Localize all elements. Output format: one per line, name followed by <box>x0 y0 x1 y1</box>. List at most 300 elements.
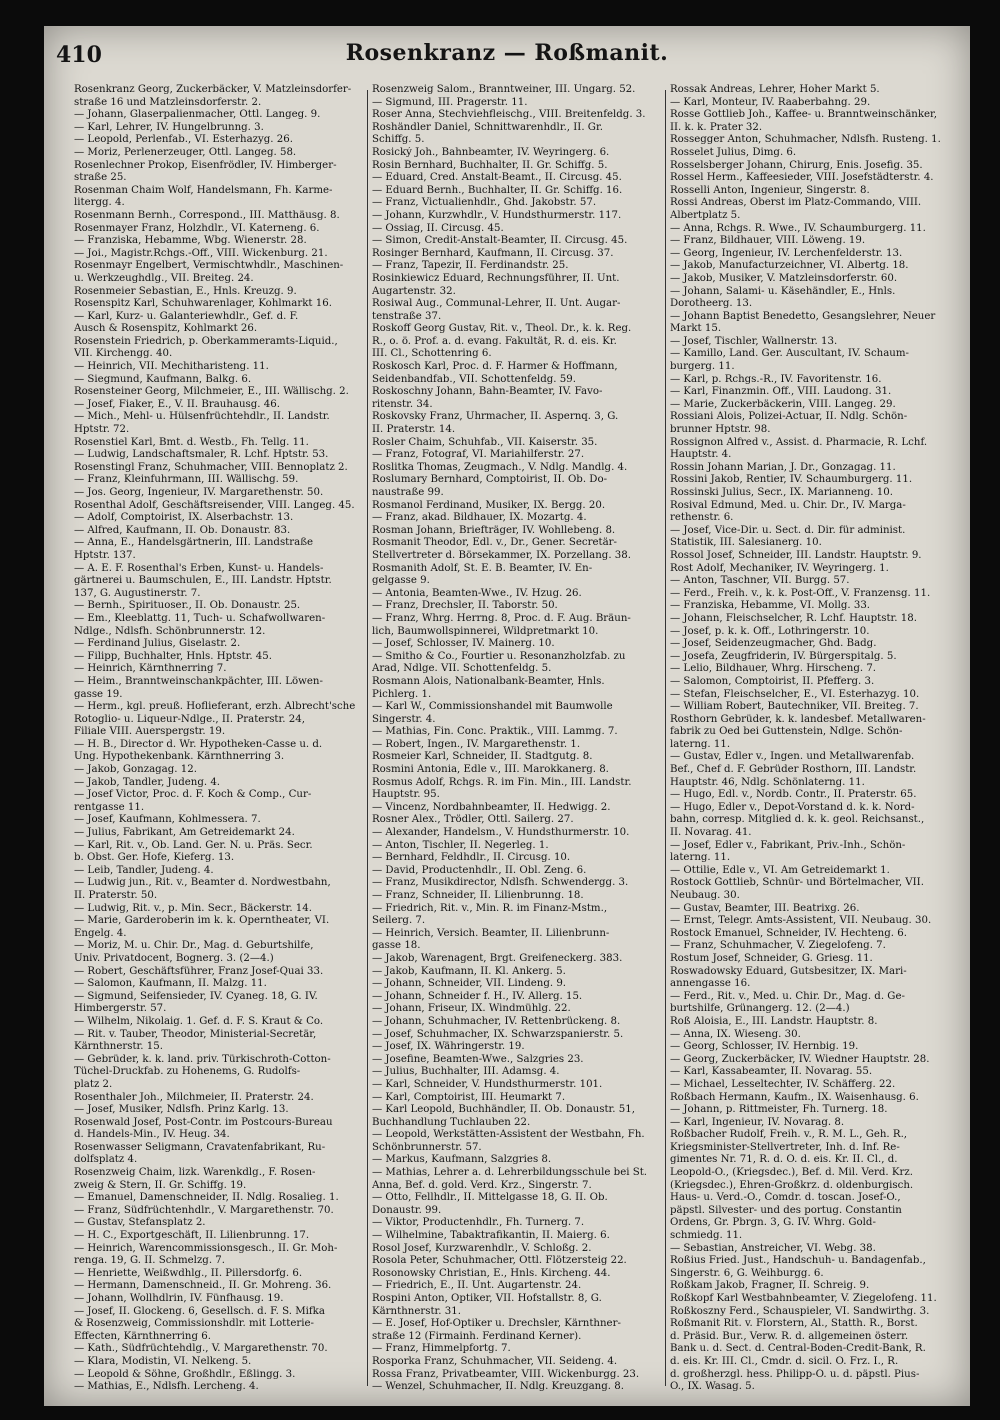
directory-entry-line: Roser Anna, Stechviehfleischg., VIII. Breitenfeldg. 3. <box>372 109 646 121</box>
directory-entry-line: — Karl, Kassabeamter, II. Novarag. 55. <box>670 1066 873 1078</box>
directory-entry-line: — Ludwig, Rit. v., p. Min. Secr., Bäckerstr. 14. <box>74 902 312 914</box>
directory-entry-line: Rosenstiel Karl, Bmt. d. Westb., Fh. Tellg. 11. <box>74 436 309 448</box>
directory-entry-line: burtshilfe, Grünangerg. 12. (2—4.) <box>670 1003 850 1015</box>
directory-entry-line: — Josef, Schlosser, IV. Mainerg. 10. <box>372 638 555 650</box>
running-title: Rosenkranz — Roßmanit. <box>345 40 669 66</box>
directory-entry-line: Rosselet Julius, Dimg. 6. <box>670 146 797 158</box>
directory-entry-line: — H. C., Exportgeschäft, II. Lilienbrunng. 17. <box>74 1230 310 1242</box>
directory-entry-line: — Ferd., Rit. v., Med. u. Chir. Dr., Mag. d. Ge- <box>670 990 905 1002</box>
directory-entry-line: — Johann Baptist Benedetto, Gesangslehrer, Neuer <box>670 310 936 322</box>
directory-entry-line: Anna, Bef. d. gold. Verd. Krz., Singerstr. 7. <box>372 1179 592 1191</box>
directory-entry-line: — Salomon, Comptoirist, II. Pfefferg. 3. <box>670 675 875 687</box>
directory-entry-line: Himbergerstr. 57. <box>74 1003 167 1015</box>
directory-entry-line: — Leopold, Werkstätten-Assistent der Westbahn, Fh. <box>372 1129 645 1141</box>
directory-entry-line: — Josef, Seidenzeugmacher, Ghd. Badg. <box>670 638 877 650</box>
directory-entry-line: — Anton, Taschner, VII. Burgg. 57. <box>670 575 850 587</box>
directory-entry-line: Rosselsberger Johann, Chirurg, Enis. Josefig. 35. <box>670 159 923 171</box>
column-2 <box>372 84 660 1394</box>
directory-entry-line: Roslitka Thomas, Zeugmach., V. Ndlg. Mandlg. 4. <box>372 461 628 473</box>
directory-entry-line: Dorotheerg. 13. <box>670 298 753 310</box>
directory-entry-line: Roß Aloisia, E., III. Landstr. Hauptstr. 8. <box>670 1015 878 1027</box>
directory-entry-line: — Franz, Schneider, II. Lilienbrunng. 18. <box>372 890 584 901</box>
directory-entry-line: Roshändler Daniel, Schnittwarenhdlr., II. Gr. <box>372 121 603 133</box>
directory-entry-line: — Johann, Schneider f. H., IV. Allerg. 15. <box>372 990 583 1002</box>
directory-entry-line: — Lelio, Bildhauer, Whrg. Hirscheng. 7. <box>670 663 877 675</box>
directory-entry-line: Rosthorn Gebrüder, k. k. landesbef. Metallwaren- <box>670 713 926 725</box>
directory-entry-line: Neubaug. 30. <box>670 890 740 901</box>
directory-entry-line: Hptstr. 72. <box>74 424 130 436</box>
directory-entry-line: platz 2. <box>74 1078 113 1090</box>
directory-entry-line: Roswadowsky Eduard, Gutsbesitzer, IX. Mari- <box>670 965 907 977</box>
directory-entry-line: Rossa Franz, Privatbeamter, VIII. Wickenburgg. 23. <box>372 1368 640 1380</box>
directory-entry-line: Hauptstr. 46, Ndlg. Schönlaterng. 11. <box>670 776 865 788</box>
directory-entry-line: Rotoglio- u. Liqueur-Ndlge., II. Praterstr. 24, <box>74 713 305 725</box>
directory-entry-line: — Eduard Bernh., Buchhalter, II. Gr. Schiffg. 16. <box>372 184 623 196</box>
directory-entry-line: — Joi., Magistr.Rchgs.-Off., VIII. Wickenburg. 21. <box>74 247 328 259</box>
directory-entry-line: — Gustav, Stefansplatz 2. <box>74 1217 206 1229</box>
directory-entry-line: Statistik, III. Salesianerg. 10. <box>670 537 822 549</box>
directory-entry-line: III. Cl., Schottenring 6. <box>372 348 492 360</box>
directory-entry-line: Rosler Chaim, Schuhfab., VII. Kaiserstr. 35. <box>372 436 598 448</box>
directory-entry-line: gasse 19. <box>74 688 123 700</box>
directory-entry-line: O., IX. Wasag. 5. <box>670 1381 755 1393</box>
directory-entry-line: — Karl, Ingenieur, IV. Novarag. 8. <box>670 1116 845 1128</box>
directory-entry-line: Rosenstingl Franz, Schuhmacher, VIII. Bennoplatz 2. <box>74 461 348 473</box>
directory-entry-line: u. Werkzeughdlg., VII. Breiteg. 24. <box>74 272 254 284</box>
directory-entry-line: Buchhandlung Tuchlauben 22. <box>372 1116 531 1128</box>
directory-entry-line: — Josef, Kaufmann, Kohlmessera. 7. <box>74 814 261 826</box>
directory-entry-line: — Julius, Fabrikant, Am Getreidemarkt 24. <box>74 827 295 839</box>
directory-entry-line: lich, Baumwollspinnerei, Wildpretmarkt 10. <box>372 625 599 637</box>
directory-entry-line: (Kriegsdec.), Ehren-Großkrz. d. oldenburgisch. <box>670 1179 914 1191</box>
directory-entry-line: — Karl, Rit. v., Ob. Land. Ger. N. u. Präs. Secr. <box>74 839 313 851</box>
directory-entry-line: Seidenbandfab., VII. Schottenfeldg. 59. <box>372 373 576 385</box>
directory-entry-line: — Franz, Kleinfuhrmann, III. Wällischg. 59. <box>74 474 299 486</box>
directory-entry-line: annengasse 16. <box>670 978 751 990</box>
directory-entry-line: litergg. 4. <box>74 197 125 209</box>
directory-entry-line: Arad, Ndlge. VII. Schottenfeldg. 5. <box>372 663 552 675</box>
directory-entry-line: — Otto, Fellhdlr., II. Mittelgasse 18, G. II. Ob. <box>372 1192 608 1204</box>
directory-entry-line: Rosola Peter, Schuhmacher, Ottl. Flötzersteig 22. <box>372 1255 627 1267</box>
directory-entry-line: — Heinrich, Versich. Beamter, II. Lilienbrunn- <box>372 927 610 939</box>
directory-entry-line: Rosonowsky Christian, E., Hnls. Kircheng. 44. <box>372 1267 611 1279</box>
directory-entry-line: Rosinger Bernhard, Kaufmann, II. Circusg. 37. <box>372 247 614 259</box>
directory-entry-line: — Jakob, Kaufmann, II. Kl. Ankerg. 5. <box>372 965 566 977</box>
directory-entry-line: & Rosenzweig, Commissionshdlr. mit Lotterie- <box>74 1318 314 1330</box>
directory-entry-line: — Moriz, M. u. Chir. Dr., Mag. d. Geburtshilfe, <box>74 940 314 952</box>
directory-entry-line: Kärnthnerstr. 31. <box>372 1305 461 1317</box>
directory-entry-line: straße 12 (Firmainh. Ferdinand Kerner). <box>372 1330 582 1342</box>
directory-entry-line: Rostock Gottlieb, Schnür- und Börtelmacher, VII. <box>670 877 924 889</box>
directory-entry-line: — Franz, Drechsler, II. Taborstr. 50. <box>372 600 558 612</box>
directory-entry-line: — Franz, Himmelpfortg. 7. <box>372 1343 511 1355</box>
directory-entry-line: Rosenthaler Joh., Milchmeier, II. Praterstr. 24. <box>74 1091 314 1103</box>
directory-entry-line: Rosmanol Ferdinand, Musiker, IX. Bergg. 20. <box>372 499 606 511</box>
directory-entry-line: — Hugo, Edl. v., Nordb. Contr., II. Praterstr. 65. <box>670 789 917 801</box>
directory-entry-line: — Siegmund, Kaufmann, Balkg. 6. <box>74 373 252 385</box>
directory-entry-line: — Em., Kleeblattg. 11, Tuch- u. Schafwollwaren- <box>74 612 326 624</box>
directory-entry-line: — Bernh., Spirituoser., II. Ob. Donaustr. 25. <box>74 600 301 612</box>
directory-entry-line: rethenstr. 6. <box>670 512 734 524</box>
directory-entry-line: — Heinrich, Kärnthnerring 7. <box>74 663 227 675</box>
directory-entry-line: — Alfred, Kaufmann, II. Ob. Donaustr. 83. <box>74 524 291 536</box>
directory-entry-line: — Sigmund, Seifensieder, IV. Cyaneg. 18, G. IV. <box>74 990 318 1002</box>
directory-entry-line: — Antonia, Beamten-Wwe., IV. Hzug. 26. <box>372 587 582 599</box>
directory-entry-line: Rossinski Julius, Secr., IX. Marianneng. 10. <box>670 487 893 498</box>
column-1 <box>74 84 362 1394</box>
directory-entry-line: Rosmann Alois, Nationalbank-Beamter, Hnls. <box>372 675 605 687</box>
directory-entry-line: Rossi Andreas, Oberst im Platz-Commando, VIII. <box>670 197 922 209</box>
directory-entry-line: — Georg, Ingenieur, IV. Lerchenfelderstr. 13. <box>670 247 903 259</box>
directory-entry-line: Rosin Bernhard, Buchhalter, II. Gr. Schiffg. 5. <box>372 159 608 171</box>
column-3 <box>670 84 958 1394</box>
directory-entry-line: Rosival Edmund, Med. u. Chir. Dr., IV. Marga- <box>670 499 906 511</box>
directory-entry-line: 137, G. Augustinerstr. 7. <box>74 587 201 599</box>
directory-entry-line: Rostock Emanuel, Schneider, IV. Hechteng. 6. <box>670 927 907 939</box>
directory-entry-line: Singerstr. 6, G. Weihburgg. 6. <box>670 1267 824 1279</box>
directory-entry-line: Rosenwasser Seligmann, Cravatenfabrikant, Ru- <box>74 1141 326 1153</box>
directory-entry-line: laterng. 11. <box>670 738 731 750</box>
directory-entry-line: zweig & Stern, II. Gr. Schiffg. 19. <box>74 1179 247 1191</box>
directory-entry-line: — Josef, Edler v., Fabrikant, Priv.-Inh., Schön- <box>670 839 906 851</box>
directory-entry-line: Rosenmann Bernh., Correspond., III. Matthäusg. 8. <box>74 209 340 221</box>
directory-entry-line: Stellvertreter d. Börsekammer, IX. Porzellang. 38. <box>372 549 632 561</box>
directory-entry-line: Pichlerg. 1. <box>372 688 432 700</box>
directory-entry-line: b. Obst. Ger. Hofe, Kieferg. 13. <box>74 852 235 864</box>
directory-entry-line: — Filipp, Buchhalter, Hnls. Hptstr. 45. <box>74 650 273 662</box>
directory-entry-line: Rosenstein Friedrich, p. Oberkammeramts-Liquid., <box>74 335 338 347</box>
directory-entry-line: — Markus, Kaufmann, Salzgries 8. <box>372 1154 552 1166</box>
directory-entry-line: Seilerg. 7. <box>372 915 426 927</box>
directory-entry-line: — Adolf, Comptoirist, IX. Alserbachstr. 13. <box>74 512 294 524</box>
directory-entry-line: Rosman Johann, Briefträger, IV. Wohllebeng. 8. <box>372 524 616 536</box>
directory-entry-line: Rossak Andreas, Lehrer, Hoher Markt 5. <box>670 84 880 95</box>
directory-entry-line: — Franz, akad. Bildhauer, IX. Mozartg. 4. <box>372 512 587 524</box>
directory-entry-line: — Franz, Schuhmacher, V. Ziegelofeng. 7. <box>670 940 886 952</box>
directory-entry-line: dolfsplatz 4. <box>74 1154 138 1166</box>
directory-entry-line: — Emanuel, Damenschneider, II. Ndlg. Rosalieg. 1. <box>74 1192 339 1204</box>
directory-entry-line: Schönbrunnerstr. 57. <box>372 1141 482 1153</box>
directory-entry-line: Hptstr. 137. <box>74 549 136 561</box>
directory-entry-line: — Johann, Friseur, IX. Windmühlg. 22. <box>372 1003 571 1015</box>
directory-entry-line: Rosenman Chaim Wolf, Handelsmann, Fh. Karme- <box>74 184 333 196</box>
directory-entry-line: Rosmanith Adolf, St. E. B. Beamter, IV. En- <box>372 562 593 574</box>
directory-entry-line: — Heim., Branntweinschankpächter, III. Löwen- <box>74 675 323 687</box>
directory-entry-line: — Ferdinand Julius, Giselastr. 2. <box>74 638 241 650</box>
directory-entry-line: Roßkoszny Ferd., Schauspieler, VI. Sandwirthg. 3. <box>670 1305 930 1317</box>
directory-entry-line: päpstl. Silvester- und des portug. Constantin <box>670 1204 902 1216</box>
directory-entry-line: Rospini Anton, Optiker, VII. Hofstallstr. 8, G. <box>372 1293 602 1304</box>
directory-entry-line: — Mich., Mehl- u. Hülsenfrüchtehdlr., II. Landstr. <box>74 411 330 423</box>
directory-entry-line: Effecten, Kärnthnerring 6. <box>74 1330 211 1342</box>
directory-entry-line: — Wilhelm, Nikolaig. 1. Gef. d. F. S. Kraut & Co. <box>74 1015 324 1027</box>
directory-entry-line: — Mathias, Fin. Conc. Praktik., VIII. Lammg. 7. <box>372 726 618 738</box>
directory-entry-line: — Johann, Wollhdlrin, IV. Fünfhausg. 19. <box>74 1293 284 1304</box>
directory-entry-line: — Josef, Schuhmacher, IX. Schwarzspanierstr. 5. <box>372 1028 624 1040</box>
directory-entry-line: — Johann, Glaserpalienmacher, Ottl. Langeg. 9. <box>74 109 321 121</box>
directory-entry-line: — Josef, IX. Währingerstr. 19. <box>372 1041 525 1053</box>
directory-entry-line: Roskoschny Johann, Bahn-Beamter, IV. Favo- <box>372 386 603 398</box>
directory-entry-line: Singerstr. 4. <box>372 713 436 725</box>
directory-entry-line: — Franz, Tapezir, II. Ferdinandstr. 25. <box>372 260 569 272</box>
directory-entry-line: Albertplatz 5. <box>670 209 741 221</box>
directory-entry-line: Roßius Fried. Just., Handschuh- u. Bandagenfab., <box>670 1255 926 1267</box>
directory-entry-line: Rosiwal Aug., Communal-Lehrer, II. Unt. Augar- <box>372 298 621 310</box>
directory-entry-line: — Mathias, Lehrer a. d. Lehrerbildungsschule bei St. <box>372 1167 648 1179</box>
directory-entry-line: — Josef, Tischler, Wallnerstr. 13. <box>670 335 838 347</box>
directory-entry-line: Rosinkiewicz Eduard, Rechnungsführer, II. Unt. <box>372 272 620 284</box>
directory-entry-line: — Josefa, Zeugfriderin, IV. Bürgerspitalg. 5. <box>670 650 897 662</box>
directory-entry-line: Rosner Alex., Trödler, Ottl. Sailerg. 27. <box>372 814 574 826</box>
directory-entry-line: ritenstr. 34. <box>372 398 433 410</box>
directory-entry-line: Rosenkranz Georg, Zuckerbäcker, V. Matzleinsdorfer- <box>74 84 352 95</box>
directory-entry-line: Roßkam Jakob, Fragner, II. Schreig. 9. <box>670 1280 870 1292</box>
directory-entry-line: brunner Hptstr. 98. <box>670 424 771 436</box>
page-number: 410 <box>56 42 102 68</box>
directory-entry-line: Rossin Johann Marian, J. Dr., Gonzagag. 11. <box>670 461 896 473</box>
directory-entry-line: — Johann, Schuhmacher, IV. Rettenbrückeng. 8. <box>372 1015 621 1027</box>
directory-entry-line: II. Novarag. 41. <box>670 827 752 839</box>
directory-entry-line: fabrik zu Oed bei Guttenstein, Ndlge. Schön- <box>670 726 903 738</box>
directory-entry-line: — Gebrüder, k. k. land. priv. Türkischroth-Cotton- <box>74 1053 331 1065</box>
directory-entry-line: burgerg. 11. <box>670 361 735 373</box>
directory-entry-line: — Johann, Salami- u. Käsehändler, E., Hnls. <box>670 285 896 297</box>
directory-entry-line: Markt 15. <box>670 323 722 335</box>
directory-entry-line: R., o. ö. Prof. a. d. evang. Fakultät, R. d. eis. Kr. <box>372 335 617 347</box>
directory-entry-line: Rossiani Alois, Polizei-Actuar, II. Ndlg. Schön- <box>670 411 908 423</box>
directory-entry-line: — Friedrich, Rit. v., Min. R. im Finanz-Mstm., <box>372 902 608 914</box>
directory-entry-line: Bef., Chef d. F. Gebrüder Rosthorn, III. Landstr. <box>670 764 917 776</box>
directory-entry-line: Rosenlechner Prokop, Eisenfrödler, IV. Himberger- <box>74 159 337 171</box>
directory-entry-line: — Josef, Musiker, Ndlsfh. Prinz Karlg. 13. <box>74 1104 289 1116</box>
directory-entry-line: — Gustav, Edler v., Ingen. und Metallwarenfab. <box>670 751 915 763</box>
directory-entry-line: gimentes Nr. 71, R. d. O. d. eis. Kr. II. Cl., d. <box>670 1154 898 1166</box>
directory-entry-line: — Josef, Fiaker, E., V. II. Brauhausg. 46. <box>74 398 280 410</box>
directory-entry-line: — Josef Victor, Proc. d. F. Koch & Comp., Cur- <box>74 789 312 801</box>
directory-entry-line: Rosse Gottlieb Joh., Kaffee- u. Branntweinschänker, <box>670 109 938 121</box>
directory-entry-line: Rosenmayer Franz, Holzhdlr., VI. Katerneng. 6. <box>74 222 320 234</box>
directory-entry-line: — Hermann, Damenschneid., II. Gr. Mohreng. 36. <box>74 1280 332 1292</box>
directory-entry-line: — Karl, Schneider, V. Hundsthurmerstr. 101. <box>372 1078 603 1090</box>
column-divider <box>367 90 368 1386</box>
directory-entry-line: Leopold-O., (Kriegsdec.), Bef. d. Mil. Verd. Krz. <box>670 1167 913 1179</box>
directory-entry-line: Roßkopf Karl Westbahnbeamter, V. Ziegelofeng. 11. <box>670 1293 937 1304</box>
directory-entry-line: — Anna, Rchgs. R. Wwe., IV. Schaumburgerg. 11. <box>670 222 926 234</box>
directory-entry-line: Kriegsminister-Stellvertreter, Inh. d. Inf. Re- <box>670 1141 900 1153</box>
directory-entry-line: Schiffg. 5. <box>372 134 425 146</box>
directory-entry-line: — Franz, Südfrüchtenhdlr., V. Margarethenstr. 70. <box>74 1204 334 1216</box>
directory-entry-line: II. Praterstr. 50. <box>74 890 158 901</box>
directory-entry-line: Roßmanit Rit. v. Florstern, Al., Statth. R., Borst. <box>670 1318 918 1330</box>
directory-entry-line: — Hugo, Edler v., Depot-Vorstand d. k. k. Nord- <box>670 801 915 813</box>
directory-entry-line: — Michael, Lesseltechter, IV. Schäfferg. 22. <box>670 1078 896 1090</box>
directory-entry-line: — Smitho & Co., Fourtier u. Resonanzholzfab. zu <box>372 650 626 662</box>
directory-entry-line: II. k. k. Prater 32. <box>670 121 763 133</box>
directory-entry-line: Tüchel-Druckfab. zu Hohenems, G. Rudolfs- <box>74 1066 301 1078</box>
directory-entry-line: Rossegger Anton, Schuhmacher, Ndlsfh. Rusteng. 1. <box>670 134 941 146</box>
directory-entry-line: gelgasse 9. <box>372 575 430 587</box>
directory-entry-line: — Jakob, Gonzagag. 12. <box>74 764 197 776</box>
directory-entry-line: — Ferd., Freih. v., k. k. Post-Off., V. Franzensg. 11. <box>670 587 931 599</box>
directory-entry-line: Hauptstr. 4. <box>670 449 732 461</box>
directory-entry-line: — Franziska, Hebamme, VI. Mollg. 33. <box>670 600 871 612</box>
directory-entry-line: Roßbacher Rudolf, Freih. v., R. M. L., Geh. R., <box>670 1129 908 1141</box>
directory-entry-line: — Mathias, E., Ndlsfh. Lercheng. 4. <box>74 1381 259 1393</box>
directory-entry-line: — Marie, Garderoberin im k. k. Operntheater, VI. <box>74 915 330 927</box>
directory-entry-line: — H. B., Director d. Wr. Hypotheken-Casse u. d. <box>74 738 323 750</box>
directory-entry-line: Rossel Herm., Kaffeesieder, VIII. Josefstädterstr. 4. <box>670 172 934 184</box>
directory-entry-line: — Johann, Fleischselcher, R. Lchf. Hauptstr. 18. <box>670 612 917 624</box>
directory-entry-line: — Marie, Zuckerbäckerin, VIII. Langeg. 29. <box>670 398 896 410</box>
directory-entry-line: Rosmeier Karl, Schneider, II. Stadtgutg. 8. <box>372 751 593 763</box>
directory-entry-line: — Josef, Vice-Dir. u. Sect. d. Dir. für administ. <box>670 524 906 536</box>
directory-entry-line: Rost Adolf, Mechaniker, IV. Weyringerg. 1. <box>670 562 889 574</box>
directory-entry-line: — Georg, Zuckerbäcker, IV. Wiedner Hauptstr. 28. <box>670 1053 930 1065</box>
directory-entry-line: Univ. Privatdocent, Bognerg. 3. (2—4.) <box>74 952 274 964</box>
directory-entry-line: Rosmini Antonia, Edle v., III. Marokkanerg. 8. <box>372 764 609 776</box>
directory-entry-line: — Kath., Südfrüchtehdlg., V. Margarethenstr. 70. <box>74 1343 328 1355</box>
directory-entry-line: d. großherzgl. hess. Philipp-O. u. d. päpstl. Pius- <box>670 1368 920 1380</box>
directory-entry-line: Ausch & Rosenspitz, Kohlmarkt 26. <box>74 323 258 335</box>
directory-entry-line: Rosenmeier Sebastian, E., Hnls. Kreuzg. 9. <box>74 285 297 297</box>
directory-entry-line: Roskosch Karl, Proc. d. F. Harmer & Hoffmann, <box>372 361 618 373</box>
directory-entry-line: — Salomon, Kaufmann, II. Malzg. 11. <box>74 978 267 990</box>
directory-entry-line: Rosmus Adolf, Rchgs. R. im Fin. Min., III. Landstr. <box>372 776 632 788</box>
directory-entry-line: Rosenzweig Salom., Branntweiner, III. Ungarg. 52. <box>372 84 636 95</box>
directory-entry-line: — Viktor, Productenhdlr., Fh. Turnerg. 7. <box>372 1217 585 1229</box>
directory-entry-line: — Simon, Credit-Anstalt-Beamter, II. Circusg. 45. <box>372 235 628 247</box>
directory-entry-line: — Eduard, Cred. Anstalt-Beamt., II. Circusg. 45. <box>372 172 622 184</box>
directory-entry-line: Ung. Hypothekenbank. Kärnthnerring 3. <box>74 751 285 763</box>
directory-entry-line: — Heinrich, VII. Mechitharisteng. 11. <box>74 361 269 373</box>
directory-entry-line: Rossini Jakob, Rentier, IV. Schaumburgerg. 11. <box>670 474 913 486</box>
directory-entry-line: d. Präsid. Bur., Verw. R. d. allgemeinen österr. <box>670 1330 909 1342</box>
directory-entry-line: Engelg. 4. <box>74 927 127 939</box>
directory-entry-line: — Stefan, Fleischselcher, E., VI. Esterhazyg. 10. <box>670 688 920 700</box>
directory-entry-line: Bank u. d. Sect. d. Central-Boden-Credit-Bank, R. <box>670 1343 926 1355</box>
directory-entry-line: Rosický Joh., Bahnbeamter, IV. Weyringerg. 6. <box>372 146 610 158</box>
directory-entry-line: Rosol Josef, Kurzwarenhdlr., V. Schloßg. 2. <box>372 1242 592 1254</box>
directory-entry-line: — Anna, IX. Wieseng. 30. <box>670 1028 801 1040</box>
directory-entry-line: — Henriette, Weißwdhlg., II. Pillersdorfg. 6. <box>74 1267 303 1279</box>
directory-entry-line: — Josef, II. Glockeng. 6, Gesellsch. d. F. S. Mifka <box>74 1305 325 1317</box>
directory-entry-line: — A. E. F. Rosenthal's Erben, Kunst- u. Handels- <box>74 562 324 574</box>
directory-entry-line: Rossignon Alfred v., Assist. d. Pharmacie, R. Lchf. <box>670 436 928 448</box>
directory-entry-line: Rostum Josef, Schneider, G. Griesg. 11. <box>670 952 873 964</box>
directory-entry-line: — William Robert, Bautechniker, VII. Breiteg. 7. <box>670 701 919 713</box>
directory-entry-line: Hauptstr. 95. <box>372 789 440 801</box>
directory-entry-line: Ordens, Gr. Pbrgn. 3, G. IV. Whrg. Gold- <box>670 1217 876 1229</box>
directory-entry-line: Roskovsky Franz, Uhrmacher, II. Aspernq. 3, G. <box>372 411 619 423</box>
directory-entry-line: — Franz, Fotograf, VI. Mariahilferstr. 27. <box>372 449 585 461</box>
directory-entry-line: — Johann, Kurzwhdlr., V. Hundsthurmerstr. 117. <box>372 209 622 221</box>
directory-entry-line: — Heinrich, Warencommissionsgesch., II. Gr. Moh- <box>74 1242 338 1254</box>
directory-entry-line: — Robert, Geschäftsführer, Franz Josef-Quai 33. <box>74 965 324 977</box>
directory-entry-line: — Johann, Schneider, VII. Lindeng. 9. <box>372 978 567 990</box>
directory-entry-line: — Klara, Modistin, VI. Nelkeng. 5. <box>74 1355 252 1367</box>
directory-entry-line: — Jakob, Manufacturzeichner, VI. Albertg. 18. <box>670 260 909 272</box>
directory-entry-line: tenstraße 37. <box>372 310 442 322</box>
directory-entry-line: — Georg, Schlosser, IV. Hernbig. 19. <box>670 1041 859 1053</box>
directory-entry-line: — Ludwig jun., Rit. v., Beamter d. Nordwestbahn, <box>74 877 331 889</box>
directory-entry-line: rentgasse 11. <box>74 801 145 813</box>
directory-entry-line: — Ludwig, Landschaftsmaler, R. Lchf. Hptstr. 53. <box>74 449 329 461</box>
directory-entry-line: laterng. 11. <box>670 852 731 864</box>
directory-entry-line: — Karl, Comptoirist, III. Heumarkt 7. <box>372 1091 566 1103</box>
directory-entry-line: — Karl, Lehrer, IV. Hungelbrunng. 3. <box>74 121 264 133</box>
directory-entry-line: — Karl Leopold, Buchhändler, II. Ob. Donaustr. 51, <box>372 1104 635 1116</box>
directory-entry-line: — Anna, E., Handelsgärtnerin, III. Landstraße <box>74 537 314 549</box>
directory-entry-line: — Karl W., Commissionshandel mit Baumwolle <box>372 701 613 713</box>
directory-entry-line: — Gustav, Beamter, III. Beatrixg. 26. <box>670 902 860 914</box>
directory-entry-line: — Friedrich, E., II. Unt. Augartenstr. 24. <box>372 1280 582 1292</box>
directory-entry-line: — Wilhelmine, Tabaktrafikantin, II. Maierg. 6. <box>372 1230 610 1242</box>
directory-entry-line: Rosenzweig Chaim, lizk. Warenkdlg., F. Rosen- <box>74 1167 316 1179</box>
directory-entry-line: — E. Josef, Hof-Optiker u. Drechsler, Kärnthner- <box>372 1318 621 1330</box>
directory-entry-line: — Moriz, Perlenerzeuger, Ottl. Langeg. 58. <box>74 146 297 158</box>
directory-entry-line: Haus- u. Verd.-O., Comdr. d. toscan. Josef-O., <box>670 1192 901 1204</box>
directory-entry-line: Rosselli Anton, Ingenieur, Singerstr. 8. <box>670 184 870 196</box>
directory-entry-line: straße 25. <box>74 172 127 184</box>
directory-entry-line: straße 16 und Matzleinsdorferstr. 2. <box>74 96 262 108</box>
directory-entry-line: — Jakob, Tandler, Judeng. 4. <box>74 776 221 788</box>
directory-entry-line: II. Praterstr. 14. <box>372 424 456 436</box>
columns <box>74 84 964 1394</box>
directory-entry-line: — Franz, Musikdirector, Ndlsfh. Schwendergg. 3. <box>372 877 629 889</box>
directory-entry-line: naustraße 99. <box>372 487 444 498</box>
directory-entry-line: — Ossiag, II. Circusg. 45. <box>372 222 504 234</box>
directory-entry-line: bahn, corresp. Mitglied d. k. k. geol. Reichsanst., <box>670 814 925 826</box>
directory-entry-line: — Franz, Bildhauer, VIII. Löweng. 19. <box>670 235 866 247</box>
directory-entry-line: Rosenmayr Engelbert, Vermischtwhdlr., Maschinen- <box>74 260 344 272</box>
directory-entry-line: — Karl, Finanzmin. Off., VIII. Laudong. 31. <box>670 386 892 398</box>
directory-entry-line: Rosenthal Adolf, Geschäftsreisender, VIII. Langeg. 45. <box>74 499 355 511</box>
directory-entry-line: — Kamillo, Land. Ger. Auscultant, IV. Schaum- <box>670 348 909 360</box>
directory-entry-line: — Sebastian, Anstreicher, VI. Webg. 38. <box>670 1242 876 1254</box>
directory-entry-line: Rosporka Franz, Schuhmacher, VII. Seideng. 4. <box>372 1355 618 1367</box>
directory-entry-line: renga. 19, G. II. Schmelzg. 7. <box>74 1255 226 1267</box>
directory-entry-line: Roslumary Bernhard, Comptoirist, II. Ob. Do- <box>372 474 608 486</box>
directory-entry-line: — Leib, Tandler, Judeng. 4. <box>74 864 214 876</box>
directory-entry-line: — Leopold & Söhne, Großhdlr., Eßlingg. 3. <box>74 1368 296 1380</box>
directory-entry-line: — Ottilie, Edle v., VI. Am Getreidemarkt 1. <box>670 864 890 876</box>
directory-entry-line: — Leopold, Perlenfab., VI. Esterhazyg. 26. <box>74 134 293 146</box>
directory-entry-line: — Wenzel, Schuhmacher, II. Ndlg. Kreuzgang. 8. <box>372 1381 624 1393</box>
directory-entry-line: Rossol Josef, Schneider, III. Landstr. Hauptstr. 9. <box>670 549 922 561</box>
directory-entry-line: Rosenwald Josef, Post-Contr. im Postcours-Bureau <box>74 1116 333 1128</box>
directory-entry-line: — Jakob, Musiker, V. Matzleinsdorferstr. 60. <box>670 272 898 284</box>
directory-entry-line: — Karl, Kurz- u. Galanteriewhdlr., Gef. d. F. <box>74 310 299 322</box>
directory-entry-line: Augartenstr. 32. <box>372 285 456 297</box>
directory-entry-line: — Sigmund, III. Pragerstr. 11. <box>372 96 528 108</box>
directory-entry-line: — Julius, Buchhalter, III. Adamsg. 4. <box>372 1066 560 1078</box>
directory-entry-line: — David, Productenhdlr., II. Obl. Zeng. 6. <box>372 864 587 876</box>
directory-entry-line: — Bernhard, Feldhdlr., II. Circusg. 10. <box>372 852 571 864</box>
directory-entry-line: — Franz, Victualienhdlr., Ghd. Jakobstr. 57. <box>372 197 597 209</box>
directory-entry-line: Roßbach Hermann, Kaufm., IX. Waisenhausg. 6. <box>670 1091 919 1103</box>
directory-entry-line: Rosensteiner Georg, Milchmeier, E., III. Wällischg. 2. <box>74 386 349 398</box>
column-divider <box>665 90 666 1386</box>
directory-entry-line: VII. Kirchengg. 40. <box>74 348 173 360</box>
directory-entry-line: — Rit. v. Tauber, Theodor, Ministerial-Secretär, <box>74 1028 317 1040</box>
directory-entry-line: — Josefine, Beamten-Wwe., Salzgries 23. <box>372 1053 584 1065</box>
directory-entry-line: Ndlge., Ndlsfh. Schönbrunnerstr. 12. <box>74 625 266 637</box>
directory-entry-line: — Franz, Whrg. Herrng. 8, Proc. d. F. Aug. Bräun- <box>372 612 631 624</box>
directory-entry-line: — Robert, Ingen., IV. Margarethenstr. 1. <box>372 738 581 750</box>
directory-entry-line: d. Handels-Min., IV. Heug. 34. <box>74 1129 230 1141</box>
directory-entry-line: — Anton, Tischler, II. Negerleg. 1. <box>372 839 549 851</box>
directory-page <box>44 26 970 1406</box>
